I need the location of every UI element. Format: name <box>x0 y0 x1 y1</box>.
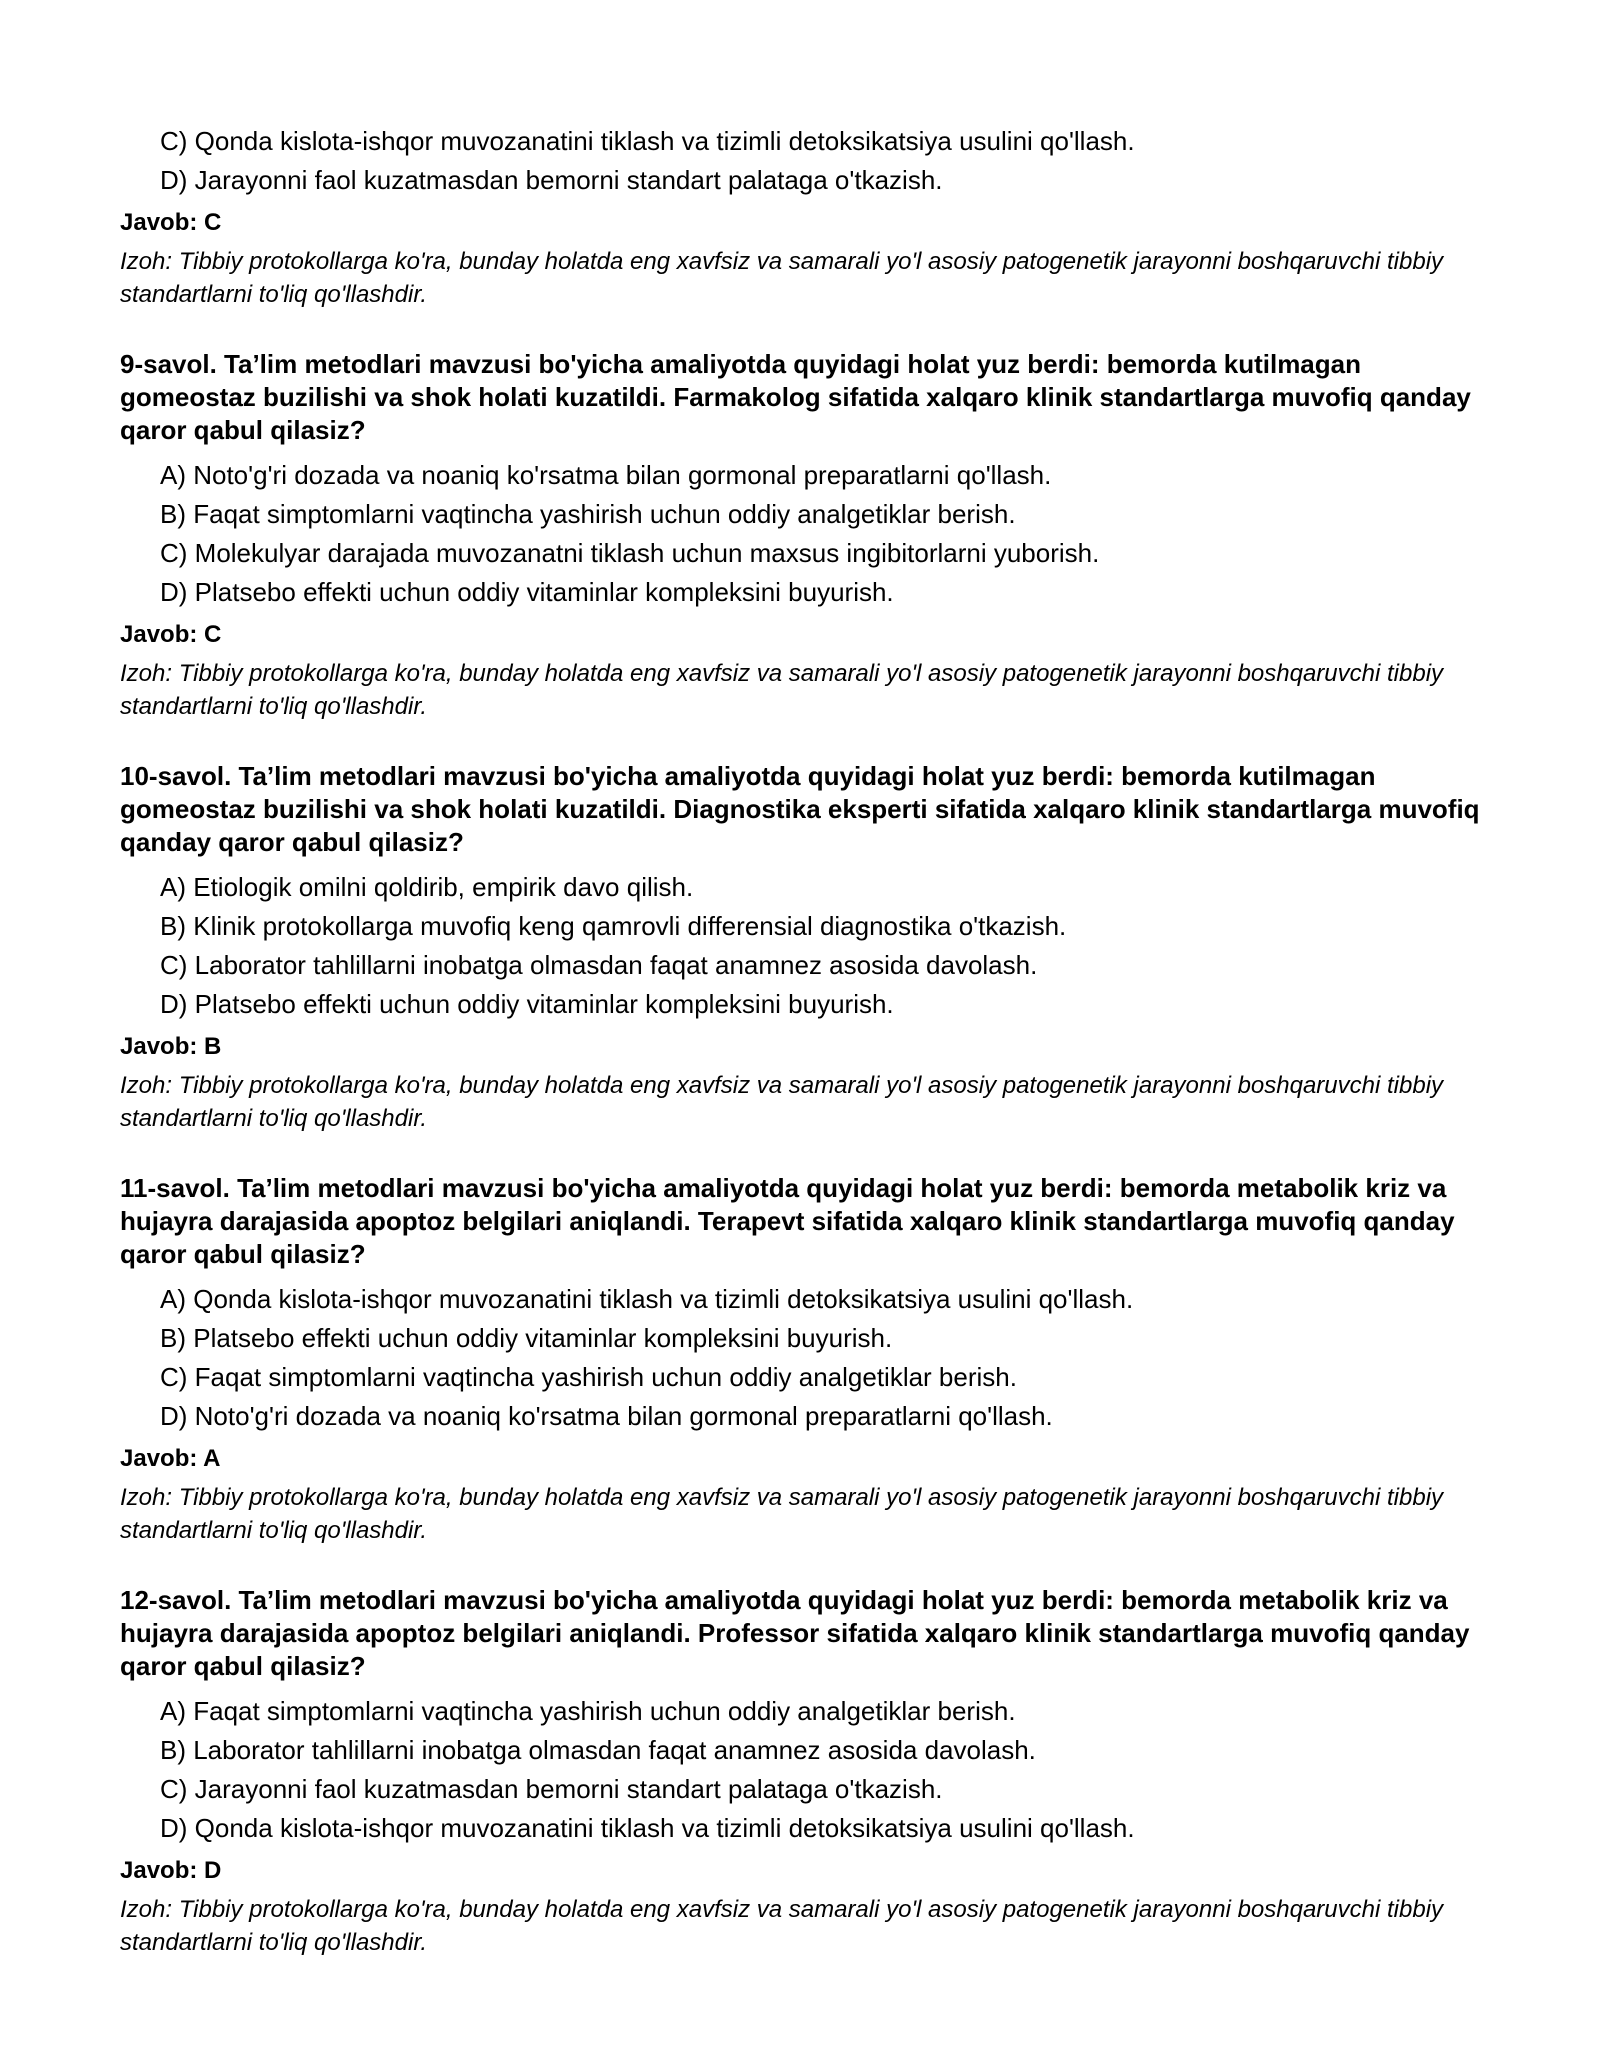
correct-answer: Javob: C <box>120 621 222 648</box>
question-title: 12-savol. Ta’lim metodlari mavzusi bo'yicha amaliyotda quyidagi holat yuz berdi: bemorda metabolik kriz va hujayra darajasida apoptoz belgilari aniqlandi. Professor sifatida xalqaro klinik standartlarga muvofiq qanday qaror qabul qilasiz? <box>120 1585 1470 1681</box>
answer-option-c: C) Laborator tahlillarni inobatga olmasdan faqat anamnez asosida davolash. <box>160 950 1038 980</box>
explanation-note: Izoh: Tibbiy protokollarga ko'ra, bunday holatda eng xavfsiz va samarali yo'l asosiy patogenetik jarayonni boshqaruvchi tibbiy standartlarni to'liq qo'llashdir. <box>120 248 1444 308</box>
answer-option-c: C) Molekulyar darajada muvozanatni tiklash uchun maxsus ingibitorlarni yuborish. <box>160 538 1100 568</box>
correct-answer: Javob: D <box>120 1857 222 1884</box>
correct-answer: Javob: A <box>120 1445 221 1472</box>
correct-answer: Javob: B <box>120 1033 222 1060</box>
answer-option-b: B) Platsebo effekti uchun oddiy vitaminlar kompleksini buyurish. <box>160 1323 893 1353</box>
answer-option-a: A) Qonda kislota-ishqor muvozanatini tiklash va tizimli detoksikatsiya usulini qo'llash. <box>160 1284 1134 1314</box>
question-9 <box>120 348 1500 723</box>
correct-answer: Javob: C <box>120 209 222 236</box>
answer-option-a: A) Noto'g'ri dozada va noaniq ko'rsatma bilan gormonal preparatlarni qo'llash. <box>160 460 1052 490</box>
explanation-note: Izoh: Tibbiy protokollarga ko'ra, bunday holatda eng xavfsiz va samarali yo'l asosiy patogenetik jarayonni boshqaruvchi tibbiy standartlarni to'liq qo'llashdir. <box>120 660 1444 720</box>
answer-option-d: D) Platsebo effekti uchun oddiy vitaminlar kompleksini buyurish. <box>160 577 894 607</box>
question-8-continued <box>120 122 1500 311</box>
answer-option-c: C) Qonda kislota-ishqor muvozanatini tiklash va tizimli detoksikatsiya usulini qo'llash. <box>160 126 1135 156</box>
explanation-note: Izoh: Tibbiy protokollarga ko'ra, bunday holatda eng xavfsiz va samarali yo'l asosiy patogenetik jarayonni boshqaruvchi tibbiy standartlarni to'liq qo'llashdir. <box>120 1484 1444 1544</box>
answer-option-b: B) Klinik protokollarga muvofiq keng qamrovli differensial diagnostika o'tkazish. <box>160 911 1067 941</box>
answer-option-d: D) Noto'g'ri dozada va noaniq ko'rsatma bilan gormonal preparatlarni qo'llash. <box>160 1401 1053 1431</box>
answer-option-d: D) Jarayonni faol kuzatmasdan bemorni standart palataga o'tkazish. <box>160 165 943 195</box>
question-10 <box>120 760 1500 1135</box>
answer-option-a: A) Etiologik omilni qoldirib, empirik davo qilish. <box>160 872 694 902</box>
answer-option-d: D) Platsebo effekti uchun oddiy vitaminlar kompleksini buyurish. <box>160 989 894 1019</box>
question-12 <box>120 1584 1500 1959</box>
answer-option-b: B) Faqat simptomlarni vaqtincha yashirish uchun oddiy analgetiklar berish. <box>160 499 1016 529</box>
answer-option-b: B) Laborator tahlillarni inobatga olmasdan faqat anamnez asosida davolash. <box>160 1735 1036 1765</box>
answer-option-d: D) Qonda kislota-ishqor muvozanatini tiklash va tizimli detoksikatsiya usulini qo'llash. <box>160 1813 1135 1843</box>
question-title: 10-savol. Ta’lim metodlari mavzusi bo'yicha amaliyotda quyidagi holat yuz berdi: bemorda kutilmagan gomeostaz buzilishi va shok holati kuzatildi. Diagnostika eksperti sifatida xalqaro klinik standartlarga muvofiq qanday qaror qabul qilasiz? <box>120 761 1480 857</box>
explanation-note: Izoh: Tibbiy protokollarga ko'ra, bunday holatda eng xavfsiz va samarali yo'l asosiy patogenetik jarayonni boshqaruvchi tibbiy standartlarni to'liq qo'llashdir. <box>120 1072 1444 1132</box>
document-page <box>120 122 1500 1959</box>
answer-option-c: C) Jarayonni faol kuzatmasdan bemorni standart palataga o'tkazish. <box>160 1774 943 1804</box>
question-title: 11-savol. Ta’lim metodlari mavzusi bo'yicha amaliyotda quyidagi holat yuz berdi: bemorda metabolik kriz va hujayra darajasida apoptoz belgilari aniqlandi. Terapevt sifatida xalqaro klinik standartlarga muvofiq qanday qaror qabul qilasiz? <box>120 1173 1455 1269</box>
answer-option-c: C) Faqat simptomlarni vaqtincha yashirish uchun oddiy analgetiklar berish. <box>160 1362 1017 1392</box>
question-title: 9-savol. Ta’lim metodlari mavzusi bo'yicha amaliyotda quyidagi holat yuz berdi: bemorda kutilmagan gomeostaz buzilishi va shok holati kuzatildi. Farmakolog sifatida xalqaro klinik standartlarga muvofiq qanday qaror qabul qilasiz? <box>120 349 1471 445</box>
explanation-note: Izoh: Tibbiy protokollarga ko'ra, bunday holatda eng xavfsiz va samarali yo'l asosiy patogenetik jarayonni boshqaruvchi tibbiy standartlarni to'liq qo'llashdir. <box>120 1896 1444 1956</box>
question-11 <box>120 1172 1500 1547</box>
answer-option-a: A) Faqat simptomlarni vaqtincha yashirish uchun oddiy analgetiklar berish. <box>160 1696 1016 1726</box>
